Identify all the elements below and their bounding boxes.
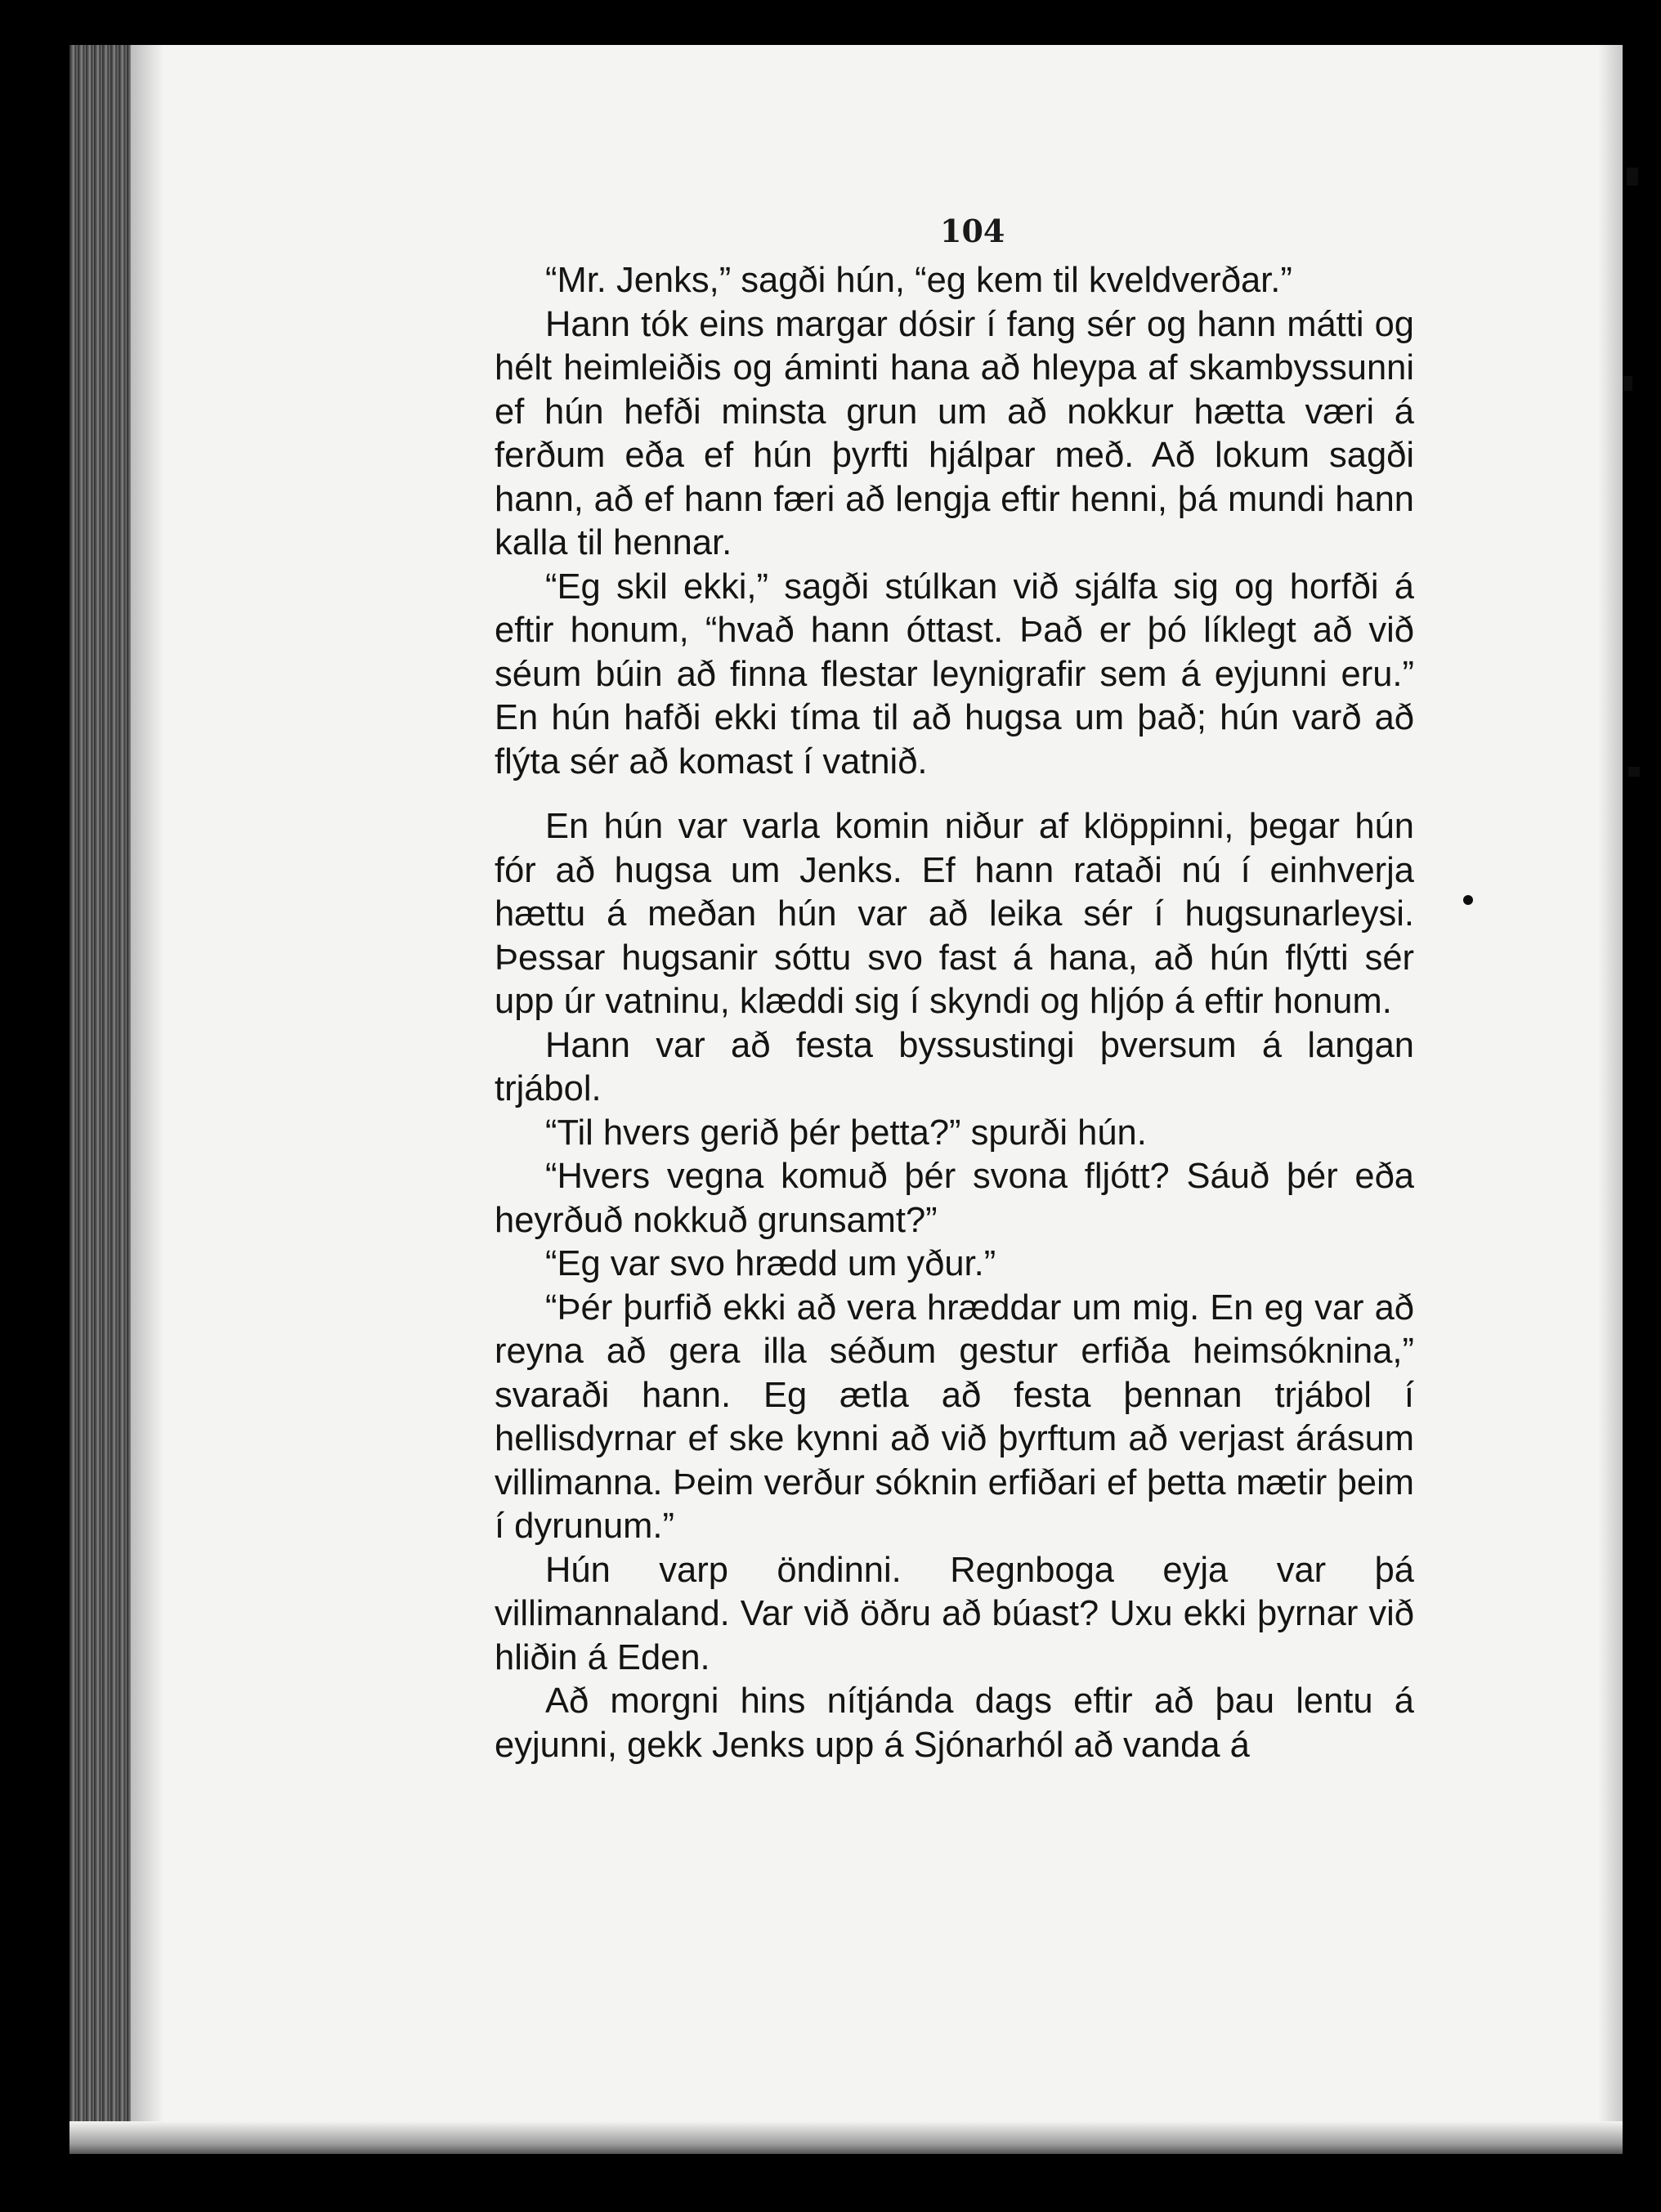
paragraph: “Mr. Jenks,” sagði hún, “eg kem til kveldverðar.” [545, 261, 1292, 300]
paragraph: En hún var varla komin niður af klöppinni, þegar hún fór að hugsa um Jenks. Ef hann rataði nú í einhverja hættu á meðan hún var að leika sér í hugsunarleysi. Þessar hugsanir sóttu svo fast á hana, að hún flýtti sér upp úr vatninu, klæddi sig í skyndi og hljóp á eftir honum. [495, 807, 1414, 1021]
paragraph: “Hvers vegna komuð þér svona fljótt? Sáuð þér eða heyrðuð nokkuð grunsamt?” [495, 1157, 1414, 1240]
paragraph: Hún varp öndinni. Regnboga eyja var þá villimannaland. Var við öðru að búast? Uxu ekki þyrnar við hliðin á Eden. [495, 1550, 1414, 1677]
page-number: 104 [940, 213, 1005, 249]
scan-mark [1627, 168, 1638, 186]
paragraph: “Eg var svo hrædd um yður.” [545, 1244, 996, 1283]
paragraph: “Þér þurfið ekki að vera hræddar um mig. En eg var að reyna að gera illa séðum gestur erfiða heimsóknina,” svaraði hann. Eg ætla að festa þennan trjábol í hellisdyrnar ef ske kynni að við þyrftum að verjast árásum villimanna. Þeim verður sóknin erfiðari ef þetta mætir þeim í dyrunum.” [495, 1287, 1414, 1546]
scan-mark [1463, 895, 1473, 905]
body-text [495, 259, 1414, 1767]
paragraph: Að morgni hins nítjánda dags eftir að þau lentu á eyjunni, gekk Jenks upp á Sjónarhól að vanda á [495, 1681, 1414, 1765]
page-right-edge [1598, 45, 1623, 2154]
scan-mark [1628, 767, 1640, 777]
scan-mark [1623, 376, 1632, 391]
paragraph: “Eg skil ekki,” sagði stúlkan við sjálfa sig og horfði á eftir honum, “hvað hann óttast. Það er þó líklegt að við séum búin að finna flestar leynigrafir sem á eyjunni eru.” En hún hafði ekki tíma til að hugsa um það; hún varð að flýta sér að komast í vatnið. [495, 566, 1414, 781]
paragraph: “Til hvers gerið þér þetta?” spurði hún. [545, 1113, 1147, 1153]
page-bottom-edge [69, 2121, 1623, 2154]
page-gutter [69, 45, 131, 2154]
gutter-shadow [131, 45, 163, 2154]
paragraph: Hann tók eins margar dósir í fang sér og hann mátti og hélt heimleiðis og áminti hana að hleypa af skambyssunni ef hún hefði minsta grun um að nokkur hætta væri á ferðum eða ef hún þyrfti hjálpar með. Að lokum sagði hann, að ef hann færi að lengja eftir henni, þá mundi hann kalla til hennar. [495, 304, 1414, 562]
paragraph: Hann var að festa byssustingi þversum á langan trjábol. [495, 1025, 1414, 1108]
book-page [69, 45, 1623, 2154]
